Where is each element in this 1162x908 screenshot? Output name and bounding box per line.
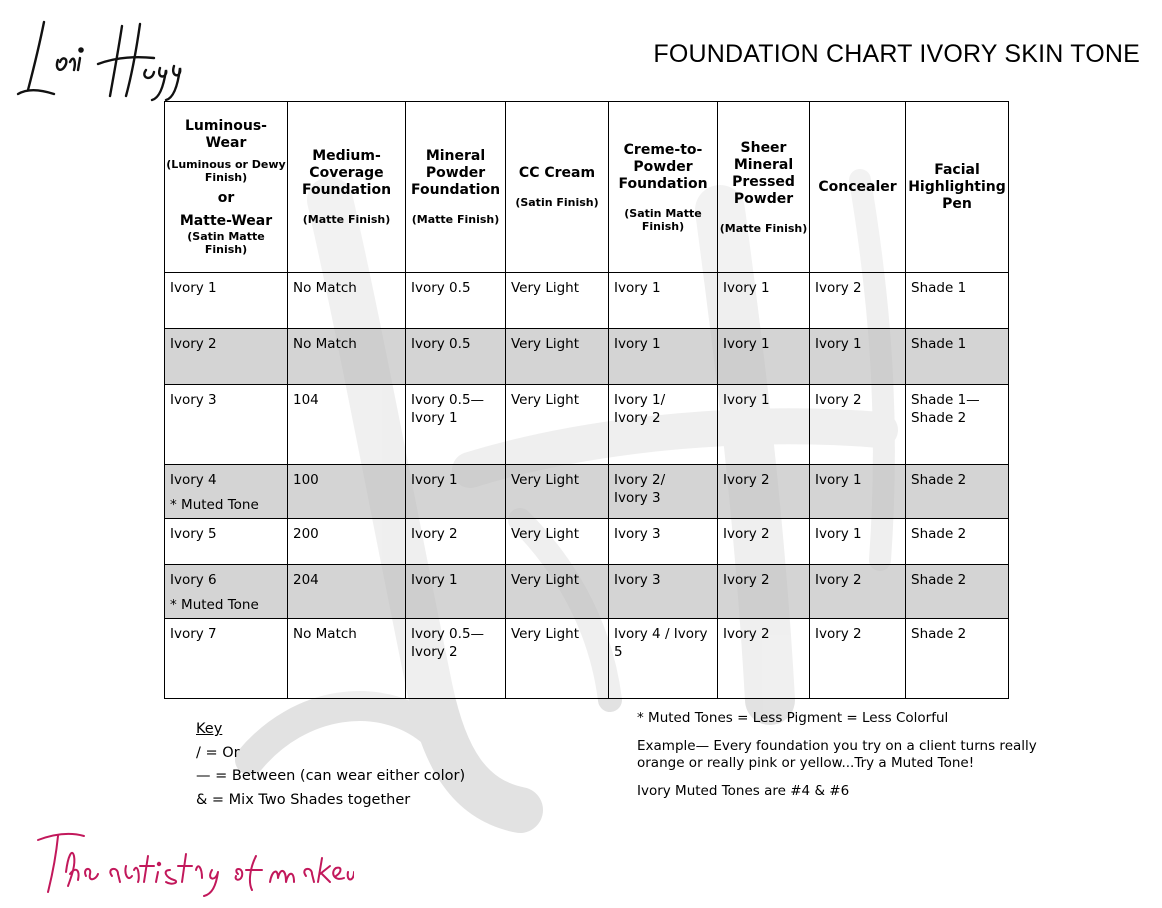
cell-value: Shade 2: [911, 572, 967, 588]
key-item-mix: & = Mix Two Shades together: [196, 791, 411, 808]
cell-mineral-powder: [406, 519, 506, 565]
header-concealer: [810, 102, 906, 273]
cell-sheer-mineral: [718, 465, 810, 519]
table-body: [165, 273, 1009, 699]
cell-value: Ivory 2: [723, 572, 770, 588]
cell-luminous-matte: [165, 619, 288, 699]
header-medium-coverage-title: Medium-Coverage Foundation: [301, 148, 392, 198]
table-row: [165, 329, 1009, 385]
header-mineral-powder: [406, 102, 506, 273]
cell-value: Ivory 6: [170, 572, 217, 588]
cell-value: Ivory 3: [614, 572, 661, 588]
cell-cc-cream: [506, 619, 609, 699]
header-highlighting-pen: [906, 102, 1009, 273]
cell-value: Ivory 1: [815, 526, 862, 542]
cell-mineral-powder: [406, 619, 506, 699]
header-highlighting-pen-title: Facial Highlighting Pen: [908, 161, 1006, 212]
cell-concealer: [810, 519, 906, 565]
cell-creme-to-powder: [609, 385, 718, 465]
cell-value: Very Light: [511, 280, 580, 296]
cell-value: Shade 1— Shade 2: [911, 392, 980, 426]
cell-value: Ivory 2: [815, 280, 862, 296]
cell-value: Very Light: [511, 626, 580, 642]
cell-value: Ivory 1/ Ivory 2: [614, 392, 666, 426]
cell-medium-coverage: [288, 385, 406, 465]
cell-luminous-matte: [165, 519, 288, 565]
cell-highlighting-pen: [906, 329, 1009, 385]
cell-creme-to-powder: [609, 329, 718, 385]
cell-value: Ivory 1: [614, 336, 661, 352]
muted-tone-example: Example— Every foundation you try on a client turns really orange or really pink or yellow...Try a Muted Tone!: [637, 738, 1037, 771]
cell-luminous-matte: [165, 329, 288, 385]
header-row: [165, 102, 1009, 273]
cell-mineral-powder: [406, 385, 506, 465]
cell-concealer: [810, 565, 906, 619]
header-creme-to-powder: [609, 102, 718, 273]
cell-mineral-powder: [406, 329, 506, 385]
table-row: [165, 619, 1009, 699]
cell-value: Ivory 0.5: [411, 280, 471, 296]
cell-mineral-powder: [406, 465, 506, 519]
cell-value: Ivory 4: [170, 472, 217, 488]
header-sheer-mineral: [718, 102, 810, 273]
cell-cc-cream: [506, 519, 609, 565]
cell-value: Shade 1: [911, 336, 967, 352]
cell-sheer-mineral: [718, 619, 810, 699]
cell-value: Ivory 2: [815, 392, 862, 408]
cell-highlighting-pen: [906, 273, 1009, 329]
cell-mineral-powder: [406, 565, 506, 619]
cell-luminous-matte: [165, 565, 288, 619]
key-item-or: / = Or: [196, 744, 240, 761]
cell-value: 200: [293, 526, 319, 542]
header-matte-sub: (Satin Matte Finish): [187, 230, 265, 256]
header-mineral-powder-title: Mineral Powder Foundation: [410, 148, 501, 198]
header-sheer-mineral-title: Sheer Mineral Pressed Powder: [732, 139, 795, 207]
cell-value: Ivory 2/ Ivory 3: [614, 472, 666, 506]
cell-medium-coverage: [288, 465, 406, 519]
cell-value: Very Light: [511, 526, 580, 542]
cell-concealer: [810, 385, 906, 465]
cell-value: Very Light: [511, 472, 580, 488]
cell-value: Ivory 0.5— Ivory 1: [411, 392, 485, 426]
document-title: FOUNDATION CHART IVORY SKIN TONE: [653, 40, 1140, 68]
cell-sheer-mineral: [718, 273, 810, 329]
header-matte-wear: Matte-Wear: [179, 213, 273, 229]
header-luminous-wear: Luminous-Wear: [185, 118, 267, 151]
cell-value: Ivory 2: [815, 626, 862, 642]
cell-cc-cream: [506, 385, 609, 465]
header-luminous-sub: (Luminous or Dewy Finish): [166, 158, 286, 184]
cell-medium-coverage: [288, 619, 406, 699]
table-row: [165, 519, 1009, 565]
cell-value: Ivory 2: [815, 572, 862, 588]
lori-hogg-logo: [14, 12, 184, 102]
ivory-muted-tones: Ivory Muted Tones are #4 & #6: [637, 783, 850, 799]
cell-luminous-matte: [165, 465, 288, 519]
foundation-chart-table: [164, 101, 1009, 699]
cell-concealer: [810, 619, 906, 699]
table-row: [165, 273, 1009, 329]
cell-highlighting-pen: [906, 385, 1009, 465]
cell-highlighting-pen: [906, 465, 1009, 519]
artistry-of-makeup-logo: [34, 826, 354, 898]
header-concealer-title: Concealer: [818, 178, 897, 195]
cell-highlighting-pen: [906, 565, 1009, 619]
cell-value: No Match: [293, 280, 357, 296]
cell-sheer-mineral: [718, 329, 810, 385]
cell-value: Very Light: [511, 392, 580, 408]
cell-luminous-matte: [165, 385, 288, 465]
cell-value: Ivory 1: [614, 280, 661, 296]
header-creme-to-powder-title: Creme-to-Powder Foundation: [618, 141, 708, 192]
cell-value: Shade 2: [911, 472, 967, 488]
cell-value: Ivory 2: [411, 526, 458, 542]
cell-sheer-mineral: [718, 565, 810, 619]
tagline-text: The artistry of makeup: [34, 826, 44, 827]
cell-medium-coverage: [288, 273, 406, 329]
header-creme-to-powder-sub: (Satin Matte Finish): [624, 206, 702, 233]
cell-mineral-powder: [406, 273, 506, 329]
muted-tone-notes: [637, 710, 1057, 811]
cell-value: No Match: [293, 336, 357, 352]
cell-value: Ivory 4 / Ivory 5: [614, 626, 708, 660]
cell-creme-to-powder: [609, 519, 718, 565]
table-row: [165, 465, 1009, 519]
header-or: or: [217, 190, 235, 206]
cell-value: Ivory 1: [411, 472, 458, 488]
cell-value: Ivory 2: [723, 626, 770, 642]
muted-tone-note: * Muted Tone: [170, 597, 259, 613]
cell-highlighting-pen: [906, 519, 1009, 565]
cell-value: Ivory 1: [723, 392, 770, 408]
key-item-between: — = Between (can wear either color): [196, 768, 466, 784]
header-mineral-powder-sub: (Matte Finish): [411, 213, 500, 226]
cell-cc-cream: [506, 273, 609, 329]
header-medium-coverage: [288, 102, 406, 273]
cell-cc-cream: [506, 465, 609, 519]
cell-concealer: [810, 273, 906, 329]
cell-creme-to-powder: [609, 273, 718, 329]
header-cc-cream: [506, 102, 609, 273]
muted-tone-note: * Muted Tone: [170, 497, 259, 513]
cell-value: Very Light: [511, 336, 580, 352]
cell-value: Ivory 1: [815, 472, 862, 488]
cell-value: Shade 1: [911, 280, 967, 296]
cell-value: Ivory 7: [170, 626, 217, 642]
cell-luminous-matte: [165, 273, 288, 329]
logo-text: Lori Hogg: [14, 12, 19, 13]
cell-concealer: [810, 329, 906, 385]
cell-creme-to-powder: [609, 465, 718, 519]
cell-value: Ivory 1: [815, 336, 862, 352]
cell-sheer-mineral: [718, 385, 810, 465]
cell-value: No Match: [293, 626, 357, 642]
cell-value: Ivory 3: [614, 526, 661, 542]
table-row: [165, 385, 1009, 465]
key-title: Key: [196, 721, 223, 737]
cell-highlighting-pen: [906, 619, 1009, 699]
key-legend: [196, 718, 465, 812]
cell-value: Very Light: [511, 572, 580, 588]
cell-medium-coverage: [288, 565, 406, 619]
cell-value: 104: [293, 392, 319, 408]
cell-cc-cream: [506, 565, 609, 619]
cell-cc-cream: [506, 329, 609, 385]
cell-value: Ivory 1: [411, 572, 458, 588]
cell-value: Ivory 0.5: [411, 336, 471, 352]
cell-value: Ivory 2: [723, 526, 770, 542]
cell-value: Ivory 1: [170, 280, 217, 296]
cell-value: 100: [293, 472, 319, 488]
header-cc-cream-title: CC Cream: [518, 165, 596, 181]
header-sheer-mineral-sub: (Matte Finish): [719, 221, 808, 235]
cell-value: Ivory 2: [170, 336, 217, 352]
cell-value: Ivory 3: [170, 392, 217, 408]
cell-sheer-mineral: [718, 519, 810, 565]
cell-creme-to-powder: [609, 619, 718, 699]
table-row: [165, 565, 1009, 619]
cell-value: 204: [293, 572, 319, 588]
cell-creme-to-powder: [609, 565, 718, 619]
cell-medium-coverage: [288, 329, 406, 385]
cell-value: Ivory 0.5— Ivory 2: [411, 626, 485, 660]
cell-medium-coverage: [288, 519, 406, 565]
header-medium-coverage-sub: (Matte Finish): [302, 213, 391, 226]
cell-concealer: [810, 465, 906, 519]
cell-value: Ivory 1: [723, 280, 770, 296]
header-cc-cream-sub: (Satin Finish): [515, 196, 599, 209]
cell-value: Ivory 1: [723, 336, 770, 352]
muted-tone-definition: * Muted Tones = Less Pigment = Less Colorful: [637, 710, 949, 726]
cell-value: Shade 2: [911, 626, 967, 642]
cell-value: Shade 2: [911, 526, 967, 542]
header-luminous-matte-wear: [165, 102, 288, 273]
cell-value: Ivory 2: [723, 472, 770, 488]
cell-value: Ivory 5: [170, 526, 217, 542]
